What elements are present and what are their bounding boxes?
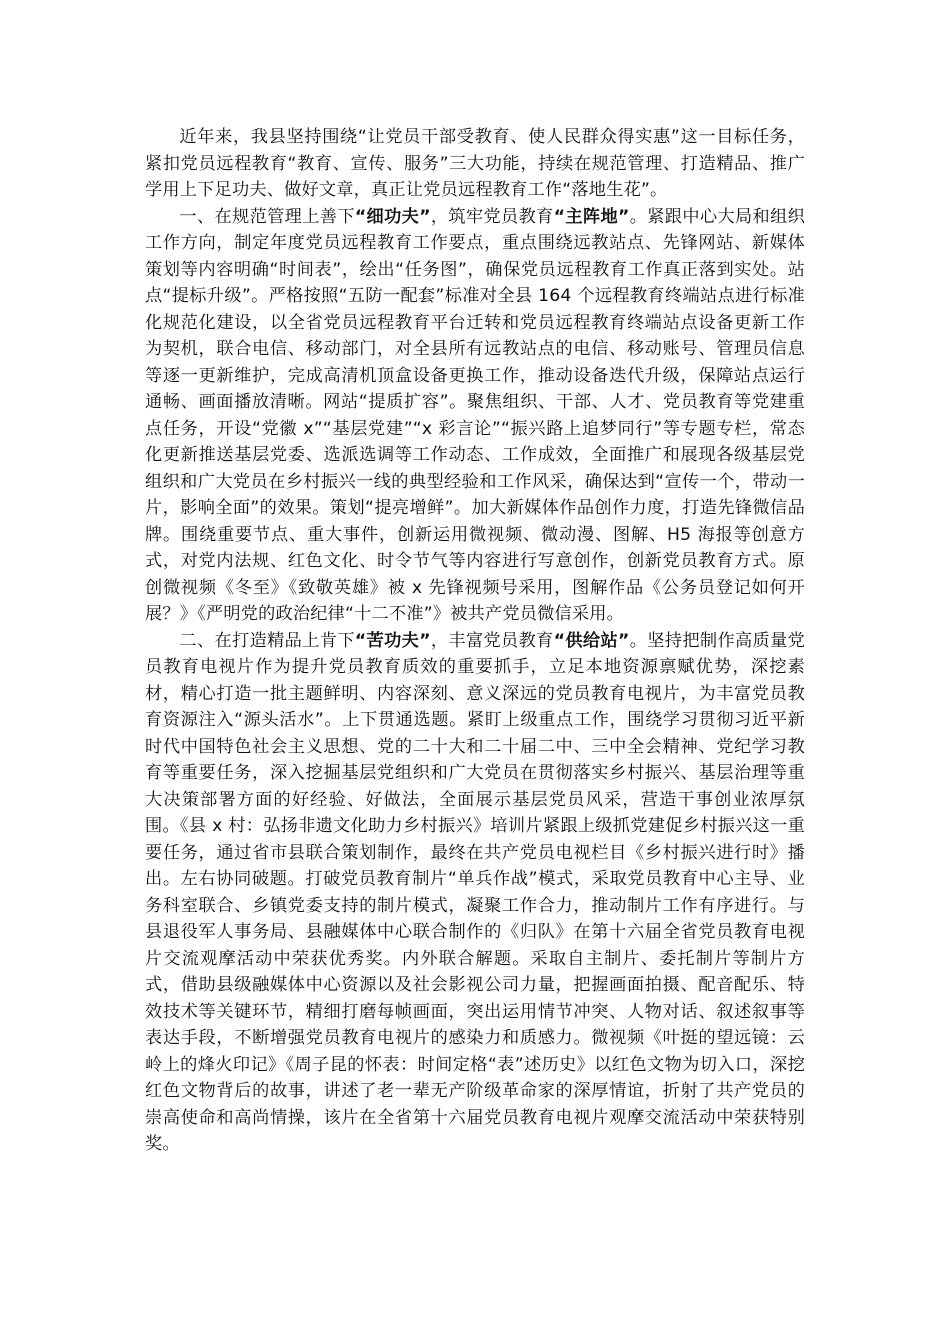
section-2-heading-mid: ，丰富党员教育 xyxy=(430,630,554,651)
section-2-heading-end: 。 xyxy=(629,630,648,651)
section-1-keyword-2: “主阵地” xyxy=(553,206,630,227)
section-1-heading-end: 。 xyxy=(629,206,648,227)
section-1-paragraph xyxy=(145,204,805,628)
section-1-body: 紧跟中心大局和组织工作方向，制定年度党员远程教育工作要点，重点围绕远教站点、先锋网站、新媒体策划等内容明确“时间表”，绘出“任务图”，确保党员远程教育工作真正落到实处。站点“提标升级”。严格按照“五防一配套”标准对全县 164 个远程教育终端站点进行标准化规范化建设，以全省党员远程教育平台迁转和党员远程教育终端站点设备更新工作为契机，联合电信、移动部门，对全县所有远教站点的电信、移动账号、管理员信息等逐一更新维护，完成高清机顶盒设备更换工作，推动设备迭代升级，保障站点运行通畅、画面播放清晰。网站“提质扩容”。聚焦组织、干部、人才、党员教育等党建重点任务，开设“党徽 x”“基层党建”“x 彩言论”“振兴路上追梦同行”等专题专栏，常态化更新推送基层党委、选派选调等工作动态、工作成效，全面推广和展现各级基层党组织和广大党员在乡村振兴一线的典型经验和工作风采，确保达到“宣传一个，带动一片，影响全面”的效果。策划“提亮增鲜”。加大新媒体作品创作力度，打造先锋微信品牌。围绕重要节点、重大事件，创新运用微视频、微动漫、图解、H5 海报等创意方式，对党内法规、红色文化、时令节气等内容进行写意创作，创新党员教育方式。原创微视频《冬至》《致敬英雄》被 x 先锋视频号采用，图解作品《公务员登记如何开展？》《严明党的政治纪律“十二不准”》被共产党员微信采用。 xyxy=(145,206,806,624)
section-2-paragraph xyxy=(145,628,805,1158)
section-1-heading-mid: ，筑牢党员教育 xyxy=(430,206,554,227)
document-page xyxy=(145,124,805,1158)
section-2-keyword-1: “苦功夫” xyxy=(354,630,431,651)
section-1-heading-lead: 一、在规范管理上善下 xyxy=(179,206,355,227)
section-2-heading xyxy=(179,631,647,651)
section-2-keyword-2: “供给站” xyxy=(553,630,630,651)
section-2-body: 坚持把制作高质量党员教育电视片作为提升党员教育质效的重要抓手，立足本地资源禀赋优势，深挖素材，精心打造一批主题鲜明、内容深刻、意义深远的党员教育电视片，为丰富党员教育资源注入“源头活水”。上下贯通选题。紧盯上级重点工作，围绕学习贯彻习近平新时代中国特色社会主义思想、党的二十大和二十届二中、三中全会精神、党纪学习教育等重要任务，深入挖掘基层党组织和广大党员在贯彻落实乡村振兴、基层治理等重大决策部署方面的好经验、好做法，全面展示基层党员风采，营造干事创业浓厚氛围。《县 x 村：弘扬非遗文化助力乡村振兴》培训片紧跟上级抓党建促乡村振兴这一重要任务，通过省市县联合策划制作，最终在共产党员电视栏目《乡村振兴进行时》播出。左右协同破题。打破党员教育制片“单兵作战”模式，采取党员教育中心主导、业务科室联合、乡镇党委支持的制片模式，凝聚工作合力，推动制片工作有序进行。与县退役军人事务局、县融媒体中心联合制作的《归队》在第十六届全省党员教育电视片交流观摩活动中荣获优秀奖。内外联合解题。采取自主制片、委托制片等制片方式，借助县级融媒体中心资源以及社会影视公司力量，把握画面拍摄、配音配乐、特效技术等关键环节，精细打磨每帧画面，突出运用情节冲突、人物对话、叙述叙事等表达手段，不断增强党员教育电视片的感染力和质感力。微视频《叶挺的望远镜：云岭上的烽火印记》《周子昆的怀表：时间定格“表”述历史》以红色文物为切入口，深挖红色文物背后的故事，讲述了老一辈无产阶级革命家的深厚情谊，折射了共产党员的崇高使命和高尚情操，该片在全省第十六届党员教育电视片观摩交流活动中荣获特别奖。 xyxy=(145,630,806,1154)
section-1-keyword-1: “细功夫” xyxy=(354,206,431,227)
section-2-heading-lead: 二、在打造精品上肯下 xyxy=(179,630,355,651)
section-1-heading xyxy=(179,207,647,227)
intro-paragraph: 近年来，我县坚持围绕“让党员干部受教育、使人民群众得实惠”这一目标任务，紧扣党员远程教育“教育、宣传、服务”三大功能，持续在规范管理、打造精品、推广学用上下足功夫、做好文章，真正让党员远程教育工作“落地生花”。 xyxy=(145,127,805,200)
